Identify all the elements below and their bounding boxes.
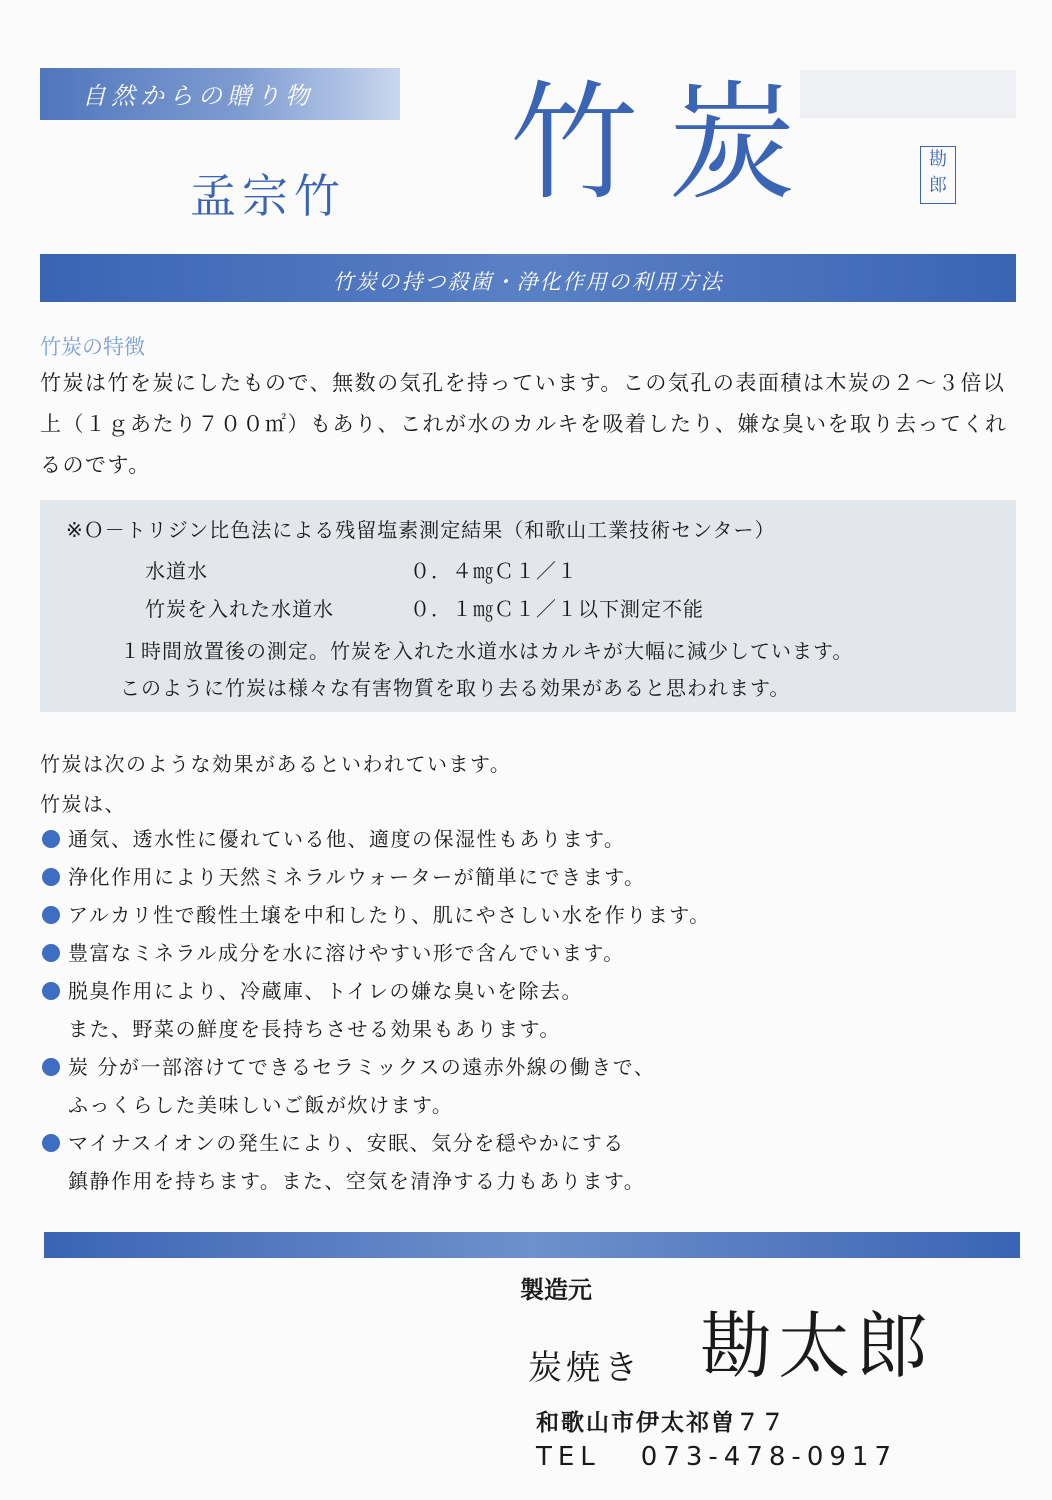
list-item-continuation: ふっくらした美味しいご飯が炊けます。: [68, 1093, 454, 1117]
effects-list: [40, 820, 940, 1200]
tel-label: TEL: [536, 1442, 601, 1472]
result-row-label: 水道水: [145, 559, 208, 583]
list-item-text: 豊富なミネラル成分を水に溶けやすい形で含んでいます。: [68, 941, 625, 965]
effects-subject: 竹炭は、: [40, 792, 126, 816]
list-item: [40, 858, 940, 896]
list-item-text: 脱臭作用により、冷蔵庫、トイレの嫌な臭いを除去。: [68, 979, 583, 1003]
list-item-text: 炭 分が一部溶けてできるセラミックスの遠赤外線の働きで、: [68, 1055, 656, 1079]
list-item-text: 通気、透水性に優れている他、適度の保湿性もあります。: [68, 827, 626, 851]
result-row-label: 竹炭を入れた水道水: [145, 597, 334, 621]
bullet-dot-icon: [42, 1058, 60, 1076]
list-item: [40, 1124, 940, 1200]
bullet-dot-icon: [42, 868, 60, 886]
bullet-dot-icon: [42, 982, 60, 1000]
main-title: 竹炭: [510, 69, 827, 218]
address: 和歌山市伊太祁曽７７: [536, 1410, 786, 1436]
result-row-value: ０．１㎎Ｃ１／１以下測定不能: [410, 597, 704, 621]
list-item-text: マイナスイオンの発生により、安眠、気分を穏やかにする: [68, 1131, 625, 1155]
footer-band: [44, 1232, 1020, 1258]
maker-label: 製造元: [520, 1276, 592, 1304]
faded-background-box: [800, 70, 1016, 118]
seal-stamp: 勘郎: [920, 146, 956, 204]
list-item: [40, 896, 940, 934]
shop-name: 勘太郎: [700, 1304, 935, 1388]
list-item: [40, 820, 940, 858]
result-heading: ※Ｏ－トリジン比色法による残留塩素測定結果（和歌山工業技術センター）: [66, 518, 776, 542]
subtitle-band-text: 竹炭の持つ殺菌・浄化作用の利用方法: [332, 270, 724, 294]
bullet-dot-icon: [42, 830, 60, 848]
shop-prefix: 炭焼き: [528, 1348, 642, 1388]
tagline: 自然からの贈り物: [82, 82, 314, 110]
effects-intro: 竹炭は次のような効果があるといわれています。: [40, 752, 512, 776]
bullet-dot-icon: [42, 944, 60, 962]
list-item-text: 浄化作用により天然ミネラルウォーターが簡単にできます。: [68, 865, 646, 889]
subtitle-band: [40, 254, 1016, 302]
list-item: [40, 934, 940, 972]
result-note: このように竹炭は様々な有害物質を取り去る効果があると思われます。: [120, 676, 791, 700]
list-item-continuation: 鎮静作用を持ちます。また、空気を清浄する力もあります。: [68, 1169, 646, 1193]
telephone: [536, 1442, 897, 1472]
list-item: [40, 972, 940, 1048]
list-item-text: アルカリ性で酸性土壌を中和したり、肌にやさしい水を作ります。: [68, 903, 711, 927]
list-item-continuation: また、野菜の鮮度を長持ちさせる効果もあります。: [68, 1017, 561, 1041]
tel-number: 073-478-0917: [640, 1442, 897, 1472]
section-label: 竹炭の特徴: [40, 335, 145, 359]
bullet-dot-icon: [42, 906, 60, 924]
result-note: １時間放置後の測定。竹炭を入れた水道水はカルキが大幅に減少しています。: [120, 639, 854, 663]
list-item: [40, 1048, 940, 1124]
bullet-dot-icon: [42, 1134, 60, 1152]
result-row-value: ０．４㎎Ｃ１／１: [410, 559, 578, 583]
sub-title: 孟宗竹: [190, 169, 346, 223]
intro-paragraph: 竹炭は竹を炭にしたもので、無数の気孔を持っています。この気孔の表面積は木炭の２～３倍以上（１ｇあたり７００㎡）もあり、これが水のカルキを吸着したり、嫌な臭いを取り去ってくれるのです。: [40, 371, 1008, 477]
